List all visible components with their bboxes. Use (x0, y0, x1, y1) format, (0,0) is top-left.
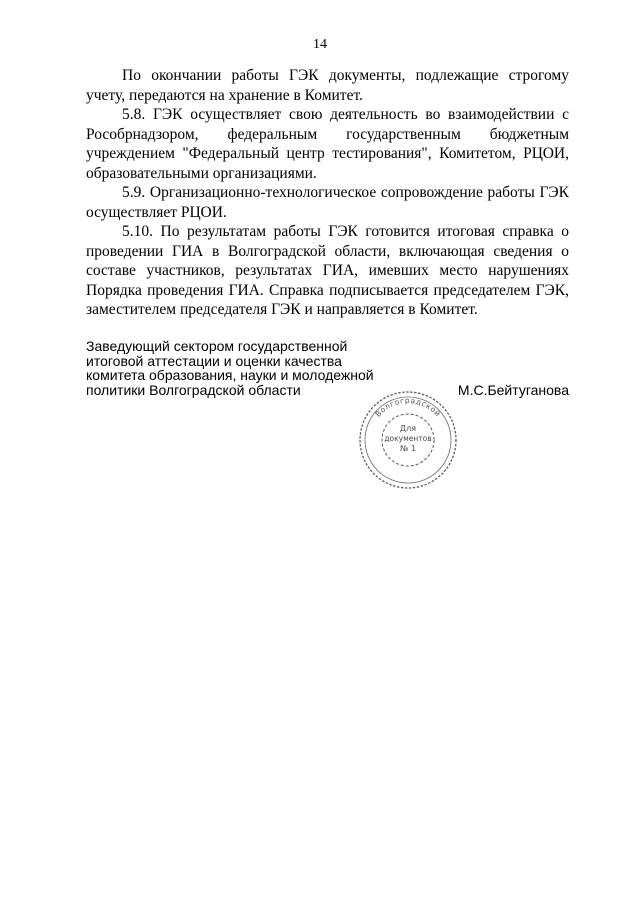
signer-position-line: Заведующий сектором государственной (86, 338, 348, 354)
signer-position-line: политики Волгоградской области (86, 381, 301, 398)
official-stamp (349, 390, 467, 490)
paragraph-5-10: 5.10. По результатам работы ГЭК готовится итоговая справка о проведении ГИА в Волгоградской области, включающая сведения о составе участников, результатах ГИА, имевших место нарушениях Порядка проведения ГИА. Справка подписывается председателем ГЭК, заместителем председателя ГЭК и направляется в Комитет. (86, 223, 569, 318)
paragraph-5-8: 5.8. ГЭК осуществляет свою деятельность во взаимодействии с Рособрнадзором, федеральным государственным бюджетным учреждением "Федеральный центр тестирования", Комитетом, РЦОИ, образовательными организациями. (86, 106, 569, 182)
stamp-inner-line-2: документов (384, 434, 432, 443)
document-body (86, 66, 569, 320)
paragraph-storage: По окончании работы ГЭК документы, подлежащие строгому учету, передаются на хранение в Комитет. (86, 67, 569, 104)
page-number: 14 (313, 37, 327, 52)
signer-name: М.С.Бейтуганова (457, 382, 569, 398)
paragraph-5-9: 5.9. Организационно-технологическое сопровождение работы ГЭК осуществляет РЦОИ. (86, 184, 569, 221)
signature-block (86, 339, 569, 409)
signer-position (86, 339, 386, 397)
signer-position-line: комитета образования, науки и молодежной (86, 367, 374, 383)
stamp-inner-line-1: Для (399, 424, 417, 433)
signer-position-line: итоговой аттестации и оценки качества (86, 352, 342, 369)
stamp-outer-text: Волгоградской (373, 395, 443, 419)
stamp-inner-line-3: № 1 (400, 444, 416, 453)
